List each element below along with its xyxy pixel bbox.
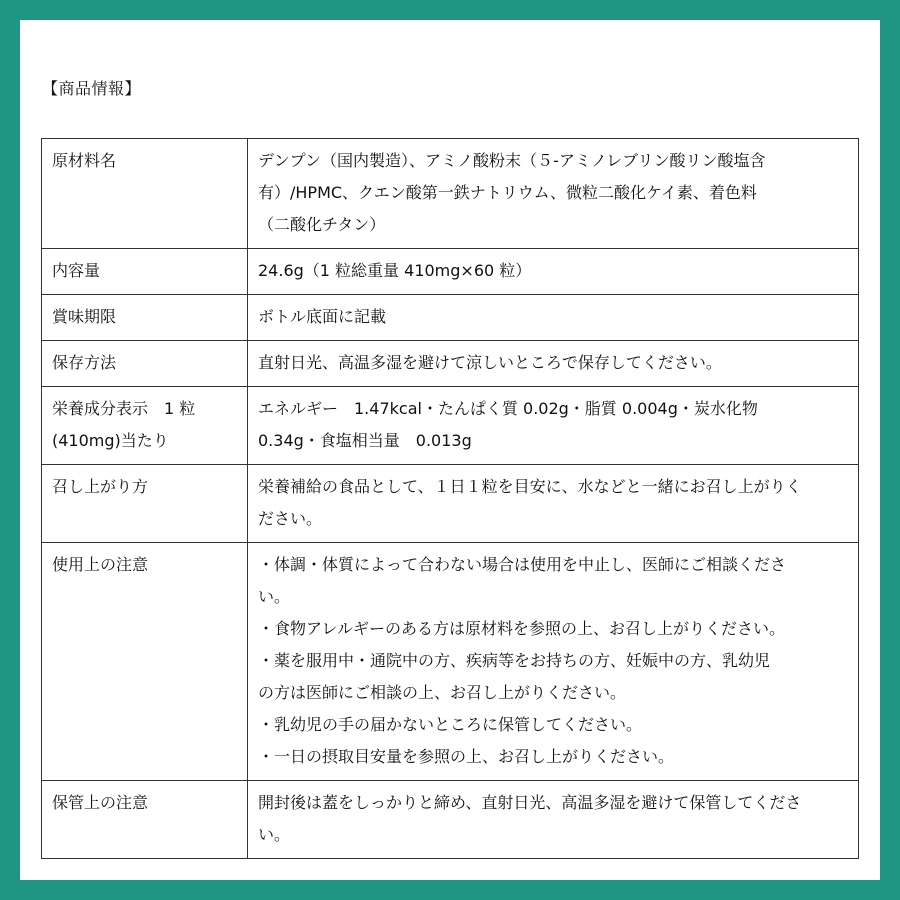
row-value-line: 24.6g（1 粒総重量 410mg×60 粒）: [258, 261, 532, 280]
row-value-line: の方は医師にご相談の上、お召し上がりください。: [258, 683, 627, 702]
row-value-line: ・食物アレルギーのある方は原材料を参照の上、お召し上がりください。: [258, 619, 785, 638]
row-value-line: デンプン（国内製造）、アミノ酸粉末（５-アミノレブリン酸リン酸塩含: [258, 151, 766, 170]
row-value-cell: [248, 295, 859, 341]
row-label-cell: [42, 249, 248, 295]
section-heading: 【商品情報】: [42, 79, 142, 98]
table-row: [42, 295, 859, 341]
row-value-cell: [248, 341, 859, 387]
row-value-line: エネルギー 1.47kcal・たんぱく質 0.02g・脂質 0.004g・炭水化物: [258, 399, 758, 418]
row-label-line: 原材料名: [52, 151, 117, 170]
row-value-line: ・乳幼児の手の届かないところに保管してください。: [258, 715, 643, 734]
content-frame: [20, 20, 880, 880]
row-value-line: 0.34g・食塩相当量 0.013g: [258, 431, 472, 450]
table-row: [42, 139, 859, 249]
row-value-cell: [248, 387, 859, 465]
row-label-cell: [42, 295, 248, 341]
row-value-cell: [248, 543, 859, 781]
row-label-line: 召し上がり方: [52, 477, 149, 496]
row-label-line: 保管上の注意: [52, 793, 149, 812]
row-value-line: い。: [258, 825, 291, 844]
row-value-line: ・薬を服用中・通院中の方、疾病等をお持ちの方、妊娠中の方、乳幼児: [258, 651, 771, 670]
table-row: [42, 249, 859, 295]
row-value-line: ・一日の摂取目安量を参照の上、お召し上がりください。: [258, 747, 675, 766]
row-value-cell: [248, 139, 859, 249]
row-label-cell: [42, 465, 248, 543]
row-value-line: （二酸化チタン）: [258, 215, 386, 234]
row-value-line: ボトル底面に記載: [258, 307, 387, 326]
row-label-cell: [42, 341, 248, 387]
row-value-line: い。: [258, 587, 291, 606]
row-value-cell: [248, 465, 859, 543]
table-row: [42, 465, 859, 543]
row-label-line: 使用上の注意: [52, 555, 149, 574]
row-value-line: 栄養補給の食品として、１日１粒を目安に、水などと一緒にお召し上がりく: [258, 477, 802, 496]
row-label-cell: [42, 781, 248, 859]
row-value-line: ・体調・体質によって合わない場合は使用を中止し、医師にご相談くださ: [258, 555, 787, 574]
row-label-line: 栄養成分表示 1 粒: [52, 399, 196, 418]
table-row: [42, 781, 859, 859]
row-value-line: 開封後は蓋をしっかりと締め、直射日光、高温多湿を避けて保管してくださ: [258, 793, 802, 812]
row-label-line: 賞味期限: [52, 307, 117, 326]
row-label-cell: [42, 387, 248, 465]
row-label-line: (410mg)当たり: [52, 431, 169, 450]
row-value-line: 直射日光、高温多湿を避けて涼しいところで保存してください。: [258, 353, 722, 372]
row-label-line: 内容量: [52, 261, 101, 280]
table-row: [42, 341, 859, 387]
row-value-cell: [248, 249, 859, 295]
row-value-cell: [248, 781, 859, 859]
product-info-table: [41, 138, 859, 859]
row-label-cell: [42, 543, 248, 781]
product-info-body: [42, 139, 859, 859]
row-value-line: ださい。: [258, 509, 323, 528]
row-value-line: 有）/HPMC、クエン酸第一鉄ナトリウム、微粒二酸化ケイ素、着色料: [258, 183, 757, 202]
row-label-cell: [42, 139, 248, 249]
table-row: [42, 543, 859, 781]
table-row: [42, 387, 859, 465]
row-label-line: 保存方法: [52, 353, 117, 372]
